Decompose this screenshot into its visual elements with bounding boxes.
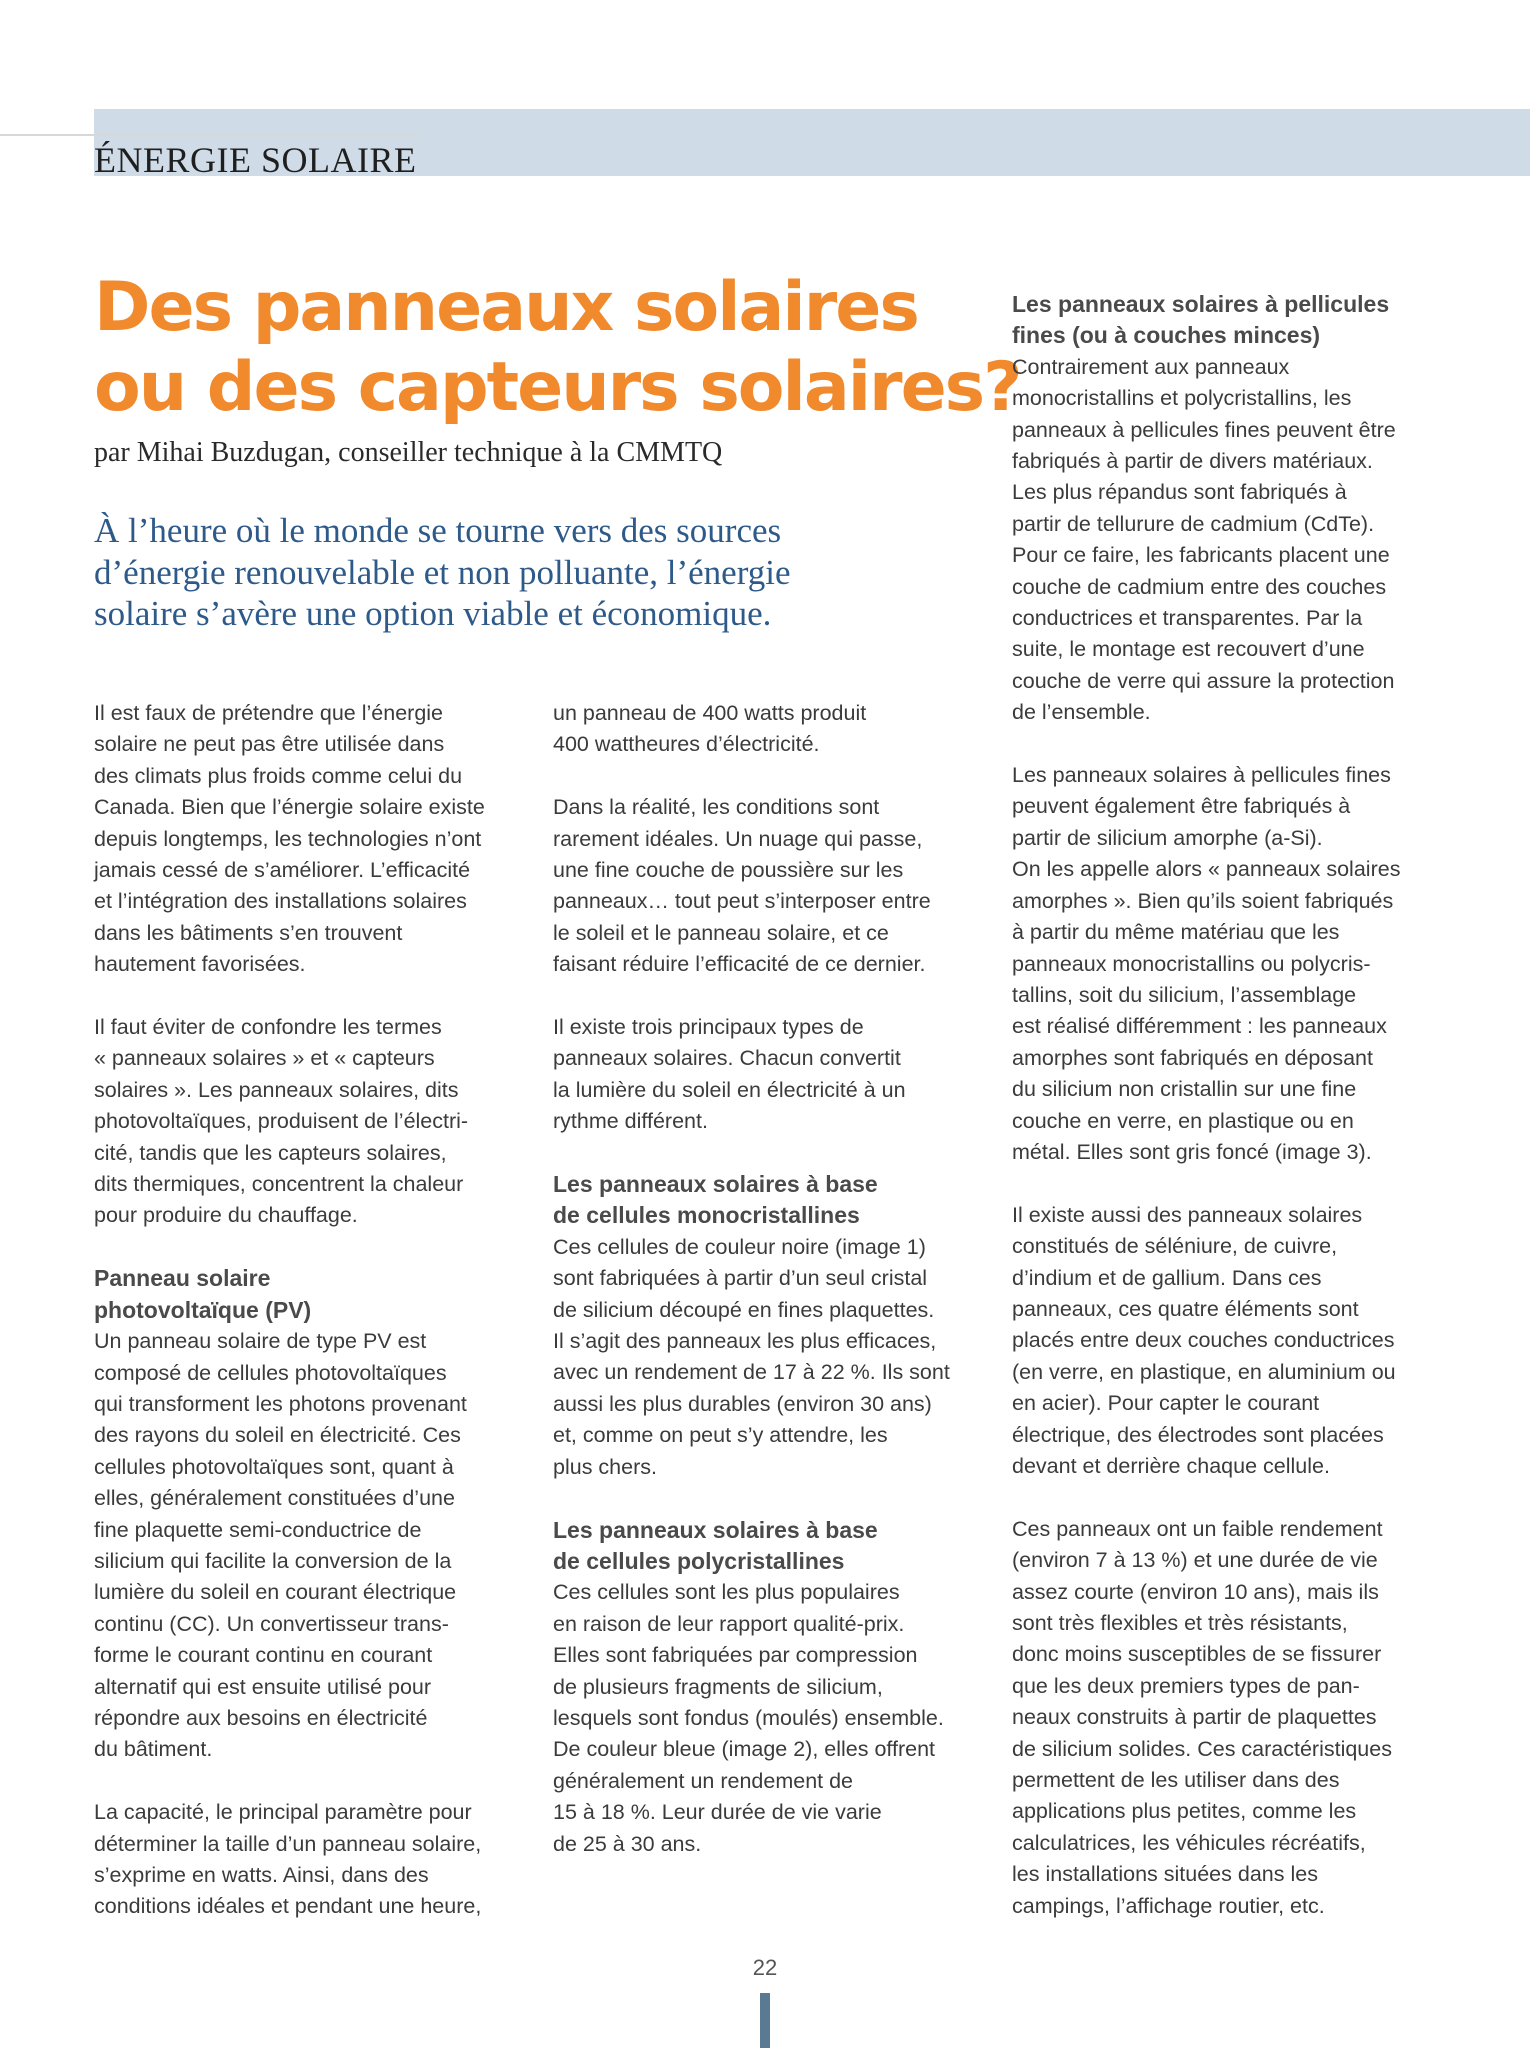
text-line: Les plus répandus sont fabriqués à [1012,480,1347,505]
text-line: des climats plus froids comme celui du [94,763,463,788]
text-line: solaire ne peut pas être utilisée dans [94,732,445,757]
text-line: 400 wattheures d’électricité. [553,732,820,757]
text-line: fabriqués à partir de divers matériaux. [1012,449,1373,474]
text-line: amorphes sont fabriqués en déposant [1012,1045,1373,1070]
paragraph [94,698,524,981]
text-line: couche en verre, en plastique ou en [1012,1108,1354,1133]
text-line: la lumière du soleil en électricité à un [553,1077,906,1102]
paragraph [553,1232,983,1483]
text-line: partir de silicium amorphe (a-Si). [1012,825,1323,850]
header-rule [0,134,420,136]
text-line: une fine couche de poussière sur les [553,858,904,883]
paragraph [553,1012,983,1138]
text-line: permettent de les utiliser dans des [1012,1768,1340,1793]
text-line: du silicium non cristallin sur une fine [1012,1077,1357,1102]
lead-line: d’énergie renouvelable et non polluante, l’énergie [94,552,791,592]
text-line: photovoltaïque (PV) [94,1296,312,1323]
text-line: de plusieurs fragments de silicium, [553,1674,883,1699]
section-label: ÉNERGIE SOLAIRE [94,140,417,180]
text-line: monocristallins et polycristallins, les [1012,386,1352,411]
text-line: couche de cadmium entre des couches [1012,574,1387,599]
text-line: Panneau solaire [94,1265,271,1292]
column-3 [1012,289,1442,1953]
paragraph [94,1012,524,1232]
text-line: fines (ou à couches minces) [1012,322,1321,349]
text-line: et l’intégration des installations solaires [94,889,467,914]
paragraph [1012,1200,1442,1483]
text-line: dans les bâtiments s’en trouvent [94,920,403,945]
text-line: assez courte (environ 10 ans), mais ils [1012,1579,1379,1604]
text-line: que les deux premiers types de pan- [1012,1673,1360,1698]
text-line: et, comme on peut s’y attendre, les [553,1423,888,1448]
byline: par Mihai Buzdugan, conseiller technique à la CMMTQ [94,437,723,468]
text-line: calculatrices, les véhicules récréatifs, [1012,1830,1366,1855]
text-line: est réalisé différemment : les panneaux [1012,1014,1387,1039]
text-line: partir de tellurure de cadmium (CdTe). [1012,511,1375,536]
text-line: en acier). Pour capter le courant [1012,1391,1320,1416]
paragraph [1012,352,1442,729]
lead-line: solaire s’avère une option viable et économique. [94,594,772,633]
text-line: hautement favorisées. [94,952,306,977]
text-line: cité, tandis que les capteurs solaires, [94,1140,447,1165]
text-line: lesquels sont fondus (moulés) ensemble. [553,1705,944,1730]
text-line: photovoltaïques, produisent de l’électri- [94,1109,469,1134]
text-line: Il existe trois principaux types de [553,1015,864,1040]
text-line: amorphes ». Bien qu’ils soient fabriqués [1012,888,1394,913]
text-line: Canada. Bien que l’énergie solaire existe [94,795,485,820]
text-line: alternatif qui est ensuite utilisé pour [94,1674,432,1699]
text-line: de 25 à 30 ans. [553,1831,702,1856]
text-line: des rayons du soleil en électricité. Ces [94,1423,461,1448]
paragraph [553,792,983,980]
text-line: Il existe aussi des panneaux solaires [1012,1202,1363,1227]
text-line: avec un rendement de 17 à 22 %. Ils sont [553,1360,950,1385]
text-line: rarement idéales. Un nuage qui passe, [553,826,923,851]
text-line: s’exprime en watts. Ainsi, dans des [94,1862,429,1887]
text-line: continu (CC). Un convertisseur trans- [94,1611,449,1636]
text-line: du bâtiment. [94,1737,213,1762]
text-line: donc moins susceptibles de se fissurer [1012,1642,1382,1667]
text-line: Les panneaux solaires à pellicules [1012,291,1390,317]
subheading [1012,289,1442,352]
text-line: silicium qui facilite la conversion de la [94,1548,452,1573]
paragraph [94,1797,524,1923]
text-line: elles, généralement constituées d’une [94,1486,455,1511]
text-line: Il faut éviter de confondre les termes [94,1015,442,1040]
text-line: panneaux solaires. Chacun convertit [553,1046,901,1071]
text-line: solaires ». Les panneaux solaires, dits [94,1077,459,1102]
text-line: le soleil et le panneau solaire, et ce [553,920,889,945]
text-line: Un panneau solaire de type PV est [94,1329,427,1354]
paragraph [1012,760,1442,1168]
text-line: depuis longtemps, les technologies n’ont [94,826,482,851]
column-2 [553,698,983,1891]
text-line: Les panneaux solaires à pellicules fines [1012,763,1391,788]
text-line: métal. Elles sont gris foncé (image 3). [1012,1139,1372,1164]
text-line: La capacité, le principal paramètre pour [94,1800,472,1825]
text-line: dits thermiques, concentrent la chaleur [94,1172,464,1197]
text-line: aussi les plus durables (environ 30 ans) [553,1391,932,1416]
text-line: (en verre, en plastique, en aluminium ou [1012,1359,1396,1384]
text-line: constitués de séléniure, de cuivre, [1012,1234,1338,1259]
text-line: un panneau de 400 watts produit [553,701,867,725]
text-line: Ces panneaux ont un faible rendement [1012,1516,1383,1541]
text-line: de cellules monocristallines [553,1202,860,1229]
text-line: Il s’agit des panneaux les plus efficaces, [553,1329,937,1354]
subheading [553,1515,983,1578]
text-line: les installations situées dans les [1012,1862,1318,1887]
text-line: de l’ensemble. [1012,700,1151,725]
text-line: Les panneaux solaires à base [553,1516,878,1543]
text-line: panneaux monocristallins ou polycris- [1012,951,1371,976]
text-line: campings, l’affichage routier, etc. [1012,1893,1325,1918]
text-line: Elles sont fabriquées par compression [553,1643,918,1668]
text-line: conductrices et transparentes. Par la [1012,606,1363,631]
text-line: plus chers. [553,1454,657,1479]
text-line: De couleur bleue (image 2), elles offrent [553,1737,936,1762]
text-line: Dans la réalité, les conditions sont [553,795,880,820]
paragraph [94,1326,524,1766]
lead-line: À l’heure où le monde se tourne vers des sources [94,511,782,550]
text-line: fine plaquette semi-conductrice de [94,1517,422,1542]
text-line: rythme différent. [553,1109,708,1134]
text-line: composé de cellules photovoltaïques [94,1360,447,1385]
text-line: pour produire du chauffage. [94,1203,358,1228]
text-line: Ces cellules sont les plus populaires [553,1580,900,1605]
title-line: ou des capteurs solaires? [94,348,1021,427]
paragraph [553,1577,983,1860]
text-line: peuvent également être fabriqués à [1012,794,1351,819]
text-line: 15 à 18 %. Leur durée de vie varie [553,1800,882,1825]
lead-paragraph [94,510,934,635]
text-line: de silicium solides. Ces caractéristiques [1012,1736,1392,1761]
text-line: Contrairement aux panneaux [1012,354,1290,379]
text-line: sont très flexibles et très résistants, [1012,1611,1348,1636]
text-line: panneaux, ces quatre éléments sont [1012,1296,1359,1321]
text-line: déterminer la taille d’un panneau solaire, [94,1831,482,1856]
text-line: Les panneaux solaires à base [553,1171,878,1198]
text-line: sont fabriquées à partir d’un seul cristal [553,1266,928,1291]
text-line: Ces cellules de couleur noire (image 1) [553,1234,926,1259]
text-line: neaux construits à partir de plaquettes [1012,1705,1377,1730]
text-line: d’indium et de gallium. Dans ces [1012,1265,1322,1290]
text-line: couche de verre qui assure la protection [1012,668,1395,693]
text-line: généralement un rendement de [553,1768,854,1793]
text-line: qui transforment les photons provenant [94,1391,467,1416]
text-line: cellules photovoltaïques sont, quant à [94,1454,454,1479]
text-line: placés entre deux couches conductrices [1012,1328,1395,1353]
text-line: de cellules polycristallines [553,1547,845,1574]
text-line: panneaux à pellicules fines peuvent être [1012,417,1396,442]
text-line: tallins, soit du silicium, l’assemblage [1012,982,1357,1007]
paragraph [1012,1514,1442,1922]
text-line: de silicium découpé en fines plaquettes. [553,1297,935,1322]
column-1 [94,698,524,1954]
text-line: électrique, des électrodes sont placées [1012,1422,1384,1447]
text-line: Il est faux de prétendre que l’énergie [94,701,444,725]
text-line: à partir du même matériau que les [1012,920,1340,945]
text-line: répondre aux besoins en électricité [94,1705,428,1730]
title-line: Des panneaux solaires [94,268,918,347]
subheading [94,1263,524,1326]
text-line: On les appelle alors « panneaux solaires [1012,857,1401,882]
text-line: jamais cessé de s’améliorer. L’efficacité [94,858,471,883]
page-marker-bar [760,1993,770,2048]
paragraph [553,698,983,761]
text-line: suite, le montage est recouvert d’une [1012,637,1365,662]
text-line: en raison de leur rapport qualité-prix. [553,1611,905,1636]
text-line: faisant réduire l’efficacité de ce dernier. [553,952,926,977]
text-line: conditions idéales et pendant une heure, [94,1894,482,1919]
article-title [94,268,1021,428]
text-line: panneaux… tout peut s’interposer entre [553,889,931,914]
text-line: Pour ce faire, les fabricants placent une [1012,543,1390,568]
text-line: (environ 7 à 13 %) et une durée de vie [1012,1548,1378,1573]
text-line: devant et derrière chaque cellule. [1012,1454,1330,1478]
page-number: 22 [752,1955,778,1980]
text-line: applications plus petites, comme les [1012,1799,1357,1824]
subheading [553,1169,983,1232]
text-line: forme le courant continu en courant [94,1643,433,1668]
text-line: « panneaux solaires » et « capteurs [94,1046,435,1071]
text-line: lumière du soleil en courant électrique [94,1580,457,1605]
